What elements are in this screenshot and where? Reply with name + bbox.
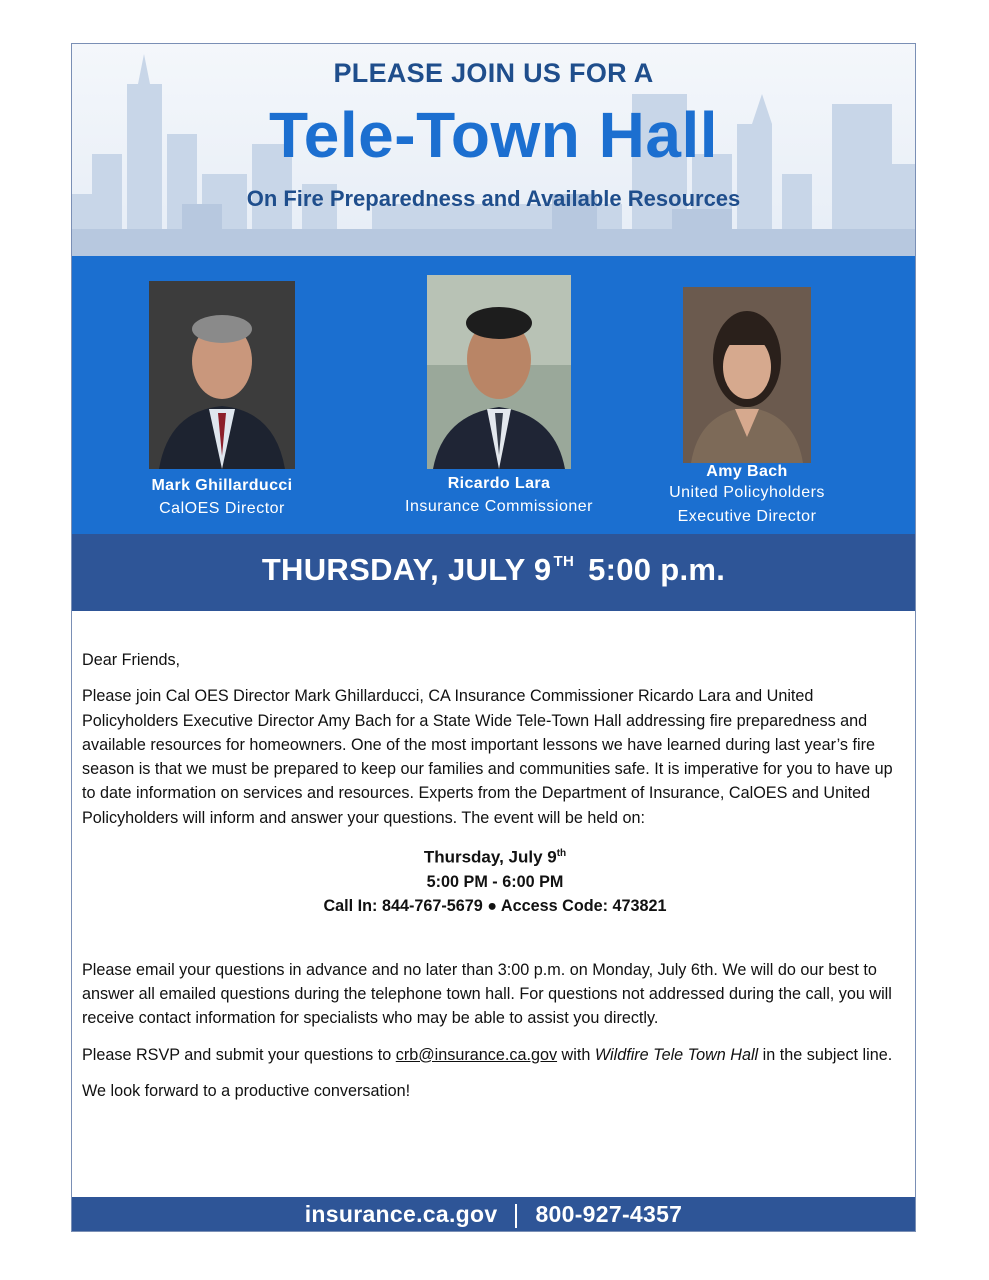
- portrait-icon: [683, 287, 811, 463]
- paragraph-rsvp: Please RSVP and submit your questions to crb@insurance.ca.gov with Wildfire Tele Town Hall in the subject line.: [82, 1045, 893, 1064]
- event-day-suffix: TH: [553, 553, 575, 570]
- details-date-suffix: th: [556, 848, 567, 860]
- speaker-photo: [427, 275, 571, 469]
- speaker-role-line2: Executive Director: [677, 508, 817, 525]
- letter-body: [82, 648, 908, 1115]
- event-date-band: [72, 534, 915, 611]
- event-day: THURSDAY, JULY 9: [261, 552, 552, 587]
- footer-website-link[interactable]: insurance.ca.gov: [304, 1201, 498, 1227]
- footer-divider: [515, 1204, 517, 1228]
- portrait-icon: [149, 281, 295, 469]
- speaker-name: Ricardo Lara: [447, 475, 551, 492]
- event-time: 5:00 p.m.: [588, 552, 726, 587]
- header-subtitle: On Fire Preparedness and Available Resources: [246, 186, 741, 211]
- speaker-name: Amy Bach: [706, 463, 788, 480]
- speaker-role: CalOES Director: [159, 500, 285, 517]
- flyer: [71, 43, 916, 1232]
- header-title: Tele-Town Hall: [268, 99, 719, 171]
- speaker-photo: [683, 287, 811, 463]
- paragraph-questions: Please email your questions in advance and no later than 3:00 p.m. on Monday, July 6th. We will do our best to answer all emailed questions during the telephone town hall. For questions not addressed during the call, you will receive contact information for specialists who may be able to assist you directly.: [82, 960, 892, 1028]
- details-date: Thursday, July 9th: [423, 847, 567, 867]
- event-datetime: [72, 552, 915, 588]
- speaker-bach: [650, 287, 844, 529]
- footer-phone[interactable]: 800-927-4357: [535, 1201, 683, 1227]
- details-call-in: Call In: 844-767-5679 ● Access Code: 473821: [323, 896, 667, 915]
- speaker-photo: [149, 281, 295, 469]
- header-invitation-line: PLEASE JOIN US FOR A: [333, 58, 654, 88]
- header-banner: [72, 44, 915, 256]
- speaker-role: Insurance Commissioner: [405, 498, 593, 515]
- speaker-name: Mark Ghillarducci: [151, 477, 293, 494]
- event-details: [82, 842, 908, 918]
- rsvp-subject: Wildfire Tele Town Hall: [594, 1045, 759, 1064]
- speaker-ghillarducci: [122, 281, 322, 521]
- portrait-icon: [427, 275, 571, 469]
- speakers-band: [72, 256, 915, 534]
- footer-band: [72, 1197, 915, 1231]
- details-time: 5:00 PM - 6:00 PM: [426, 872, 564, 891]
- greeting: Dear Friends,: [82, 651, 181, 669]
- closing: We look forward to a productive conversation!: [82, 1081, 411, 1100]
- paragraph-intro: Please join Cal OES Director Mark Ghillarducci, CA Insurance Commissioner Ricardo Lara and United Policyholders Executive Director Amy Bach for a State Wide Tele-Town Hall addressing fire preparedness and available resources for homeowners. One of the most important lessons we have learned during last year’s fire season is that we must be prepared to keep our families and communities safe. It is imperative for you to have up to date information on services and resources. Experts from the Department of Insurance, CalOES and United Policyholders will inform and answer your questions. The event will be held on:: [82, 687, 893, 827]
- speaker-lara: [386, 275, 612, 519]
- speaker-role: United Policyholders: [669, 484, 825, 501]
- rsvp-email-link[interactable]: crb@insurance.ca.gov: [395, 1045, 558, 1064]
